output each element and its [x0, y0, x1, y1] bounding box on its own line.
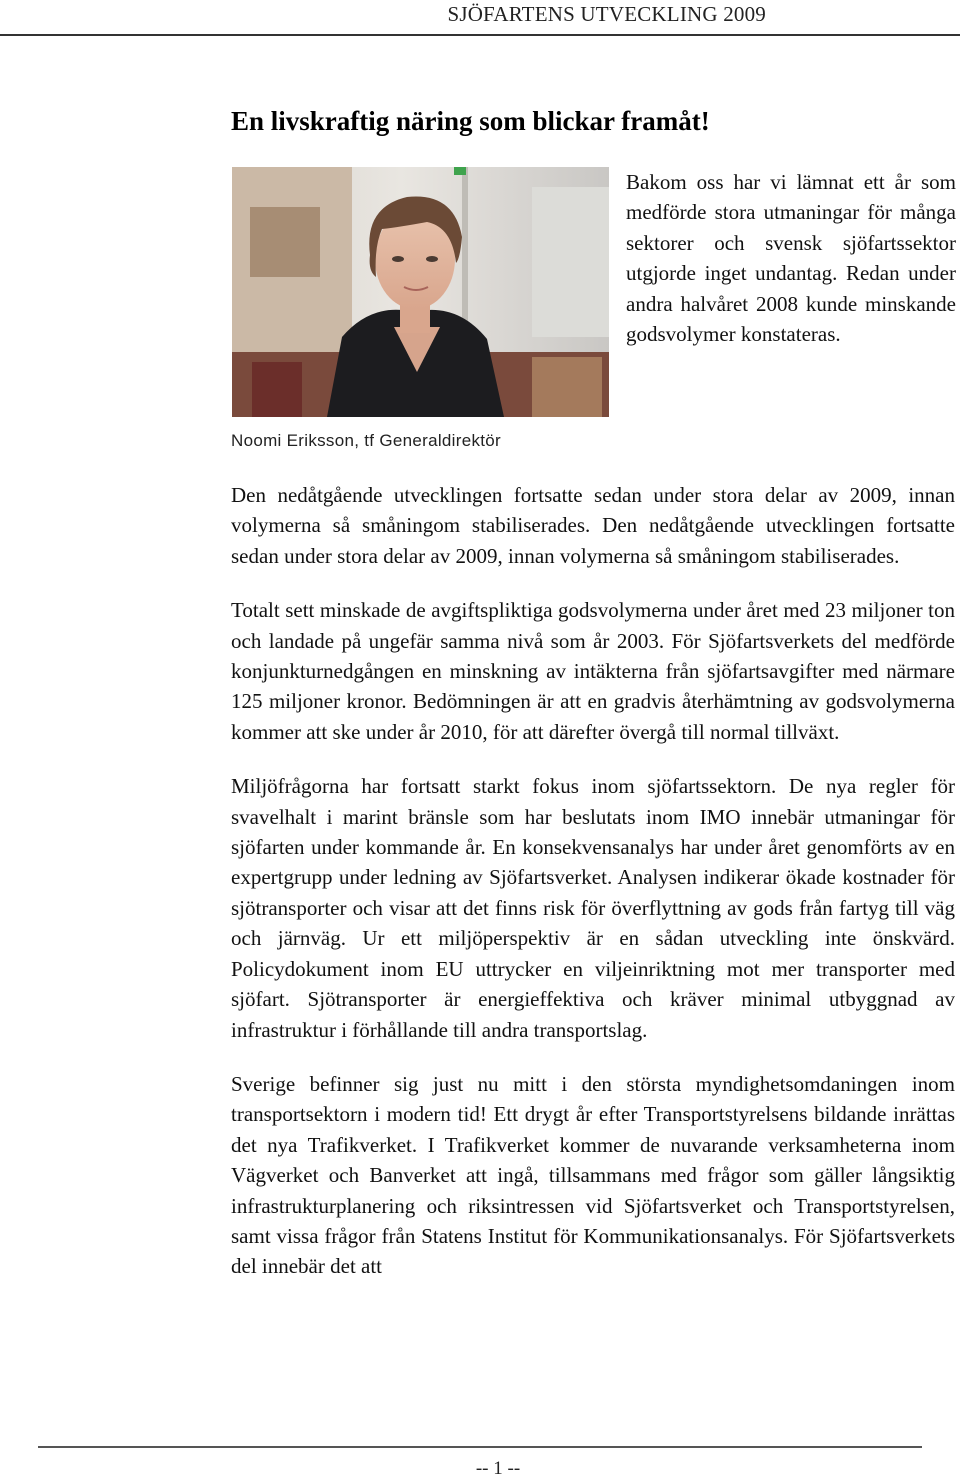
header-divider [0, 34, 960, 36]
body-paragraph: Den nedåtgående utvecklingen fortsatte sedan under stora delar av 2009, innan volymerna så småningom stabiliserades. Den nedåtgående utvecklingen fortsatte sedan under stora delar av 2009, innan volymerna så småningom stabiliserades. [231, 483, 955, 568]
page-number: -- 1 -- [475, 1458, 521, 1479]
intro-paragraph: Bakom oss har vi lämnat ett år som medförde stora utmaningar för många sektorer och svensk sjöfartssektor utgjorde inget undantag. Redan under andra halvåret 2008 kunde minskande godsvolymer konstateras. [626, 170, 956, 347]
running-header: SJÖFARTENS UTVECKLING 2009 [447, 2, 766, 26]
article-body [231, 480, 955, 1306]
body-paragraph: Totalt sett minskade de avgiftspliktiga godsvolymerna under året med 23 miljoner ton och landade på ungefär samma nivå som år 2003. För Sjöfartsverkets del medförde konjunkturnedgången en minskning av intäkterna från sjöfartsavgifter med närmare 125 miljoner kronor. Bedömningen är att en gradvis återhämtning av godsvolymerna kommer att ske under år 2010, för att därefter övergå till normal tillväxt. [231, 598, 955, 744]
body-paragraph: Miljöfrågorna har fortsatt starkt fokus inom sjöfartssektorn. De nya regler för svavelhalt i marint bränsle som har beslutats inom IMO innebär utmaningar för sjöfarten under kommande år. En konsekvensanalys har under året genomförts av en expertgrupp under ledning av Sjöfartsverket. Analysen indikerar ökade kostnader för sjötransporter och visar att det finns risk för överflyttning av gods från fartyg till väg och järnväg. Ur ett miljöperspektiv är en sådan utveckling inte önskvärd. Policydokument inom EU uttrycker en viljeinriktning mot mer transporter med sjöfart. Sjötransporter är energieffektiva och kräver minimal utbyggnad av infrastruktur i förhållande till andra transportslag. [231, 774, 955, 1042]
photo-caption: Noomi Eriksson, tf Generaldirektör [231, 431, 502, 450]
body-paragraph: Sverige befinner sig just nu mitt i den största myndighetsomdaningen inom transportsektorn i modern tid! Ett drygt år efter Transportstyrelsens bildande inrättas det nya Trafikverket. I Trafikverket kommer de nuvarande verksamheterna inom Vägverket och Banverket att ingå, tillsammans med frågor som gäller långsiktig infrastrukturplanering och riksintressen vid Sjöfartsverket och Transportstyrelsen, samt vissa frågor från Statens Institut för Kommunikationsanalys. För Sjöfartsverkets del innebär det att [231, 1071, 955, 1279]
footer-divider [38, 1446, 922, 1448]
page-title: En livskraftig näring som blickar framåt! [231, 106, 710, 136]
portrait-photo [232, 167, 609, 417]
portrait-photo-icon [232, 167, 609, 417]
